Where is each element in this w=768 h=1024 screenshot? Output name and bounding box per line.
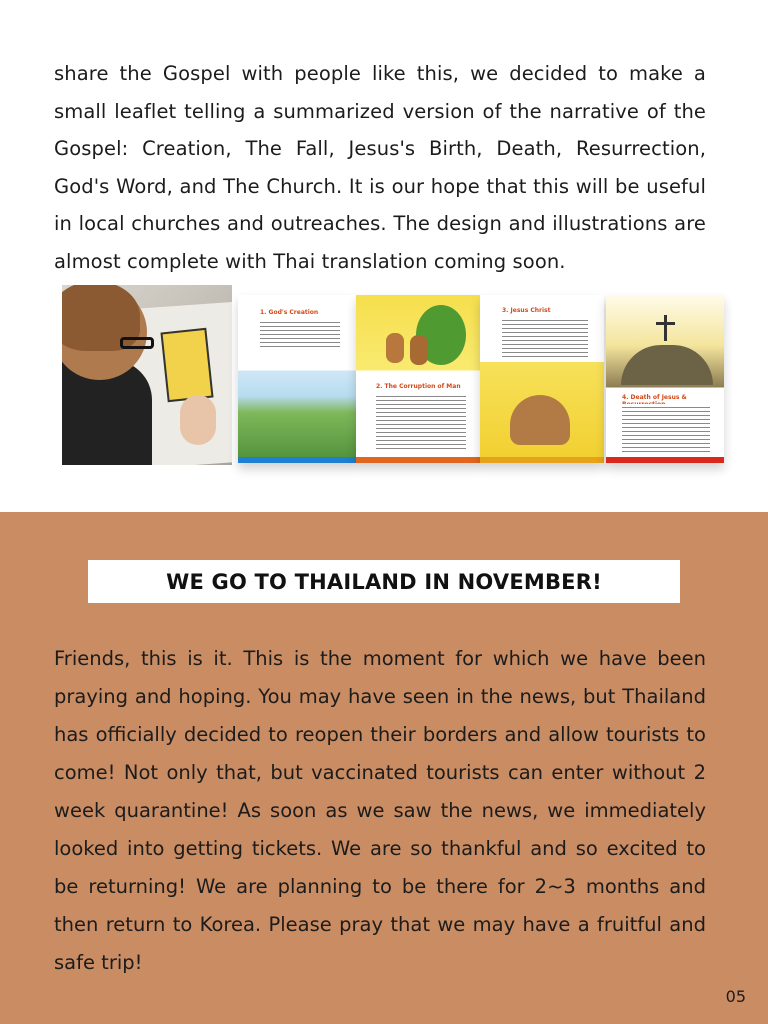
intro-paragraph: share the Gospel with people like this, we decided to make a small leaflet telling a summarized version of the narrative of the Gospel: Creation, The Fall, Jesus's Birth, Death, Resurrection, God's Word, and The Church. It is our hope that this will be useful in local churches and outreaches. The design and illustrations are almost complete with Thai translation coming soon.	[54, 62, 706, 273]
announcement-heading: WE GO TO THAILAND IN NOVEMBER!	[166, 569, 602, 594]
glasses-icon	[120, 337, 154, 349]
adam-figure	[386, 333, 404, 363]
leaflet-color-band	[480, 457, 604, 463]
leaflet-page-3	[480, 295, 604, 463]
images-row	[62, 285, 722, 485]
leaflet-page-title: 1. God's Creation	[260, 309, 319, 316]
leaflet-page-1	[238, 295, 356, 463]
announcement-heading-box	[88, 560, 680, 603]
leaflet-page-2	[356, 295, 480, 463]
leaflet-page-4	[606, 295, 724, 463]
eve-figure	[410, 335, 428, 365]
page-number: 05	[725, 987, 746, 1006]
tomb-hill	[621, 345, 713, 385]
artist-photo	[62, 285, 232, 465]
leaflet-text-lines	[376, 393, 466, 449]
leaflet-page-title: 2. The Corruption of Man	[376, 383, 461, 390]
leaflet-color-band	[238, 457, 356, 463]
leaflet-page-title: 3. Jesus Christ	[502, 307, 551, 314]
bottom-section	[0, 512, 768, 1024]
leaflet-color-band	[356, 457, 480, 463]
leaflet-text-lines	[622, 404, 710, 452]
jesus-hug-figure	[510, 395, 570, 445]
leaflet-page-title: 4. Death of Jesus &	[622, 394, 687, 401]
leaflet-text-lines	[260, 319, 340, 349]
cross-icon	[664, 315, 667, 341]
announcement-paragraph: Friends, this is it. This is the moment for which we have been praying and hoping. You may have seen in the news, but Thailand has officially decided to reopen their borders and allow tourists to come! Not only that, but vaccinated tourists can enter without 2 week quarantine! As soon as we saw the news, we immediately looked into getting tickets. We are so thankful and so excited to be returning! We are planning to be there for 2~3 months and then return to Korea. Please pray that we may have a fruitful and safe trip!	[54, 647, 706, 974]
leaflet-text-lines	[502, 317, 588, 357]
leaflet-color-band	[606, 457, 724, 463]
cross-icon	[656, 322, 675, 325]
artist-hand	[180, 395, 216, 445]
drawing-tablet	[160, 328, 213, 402]
